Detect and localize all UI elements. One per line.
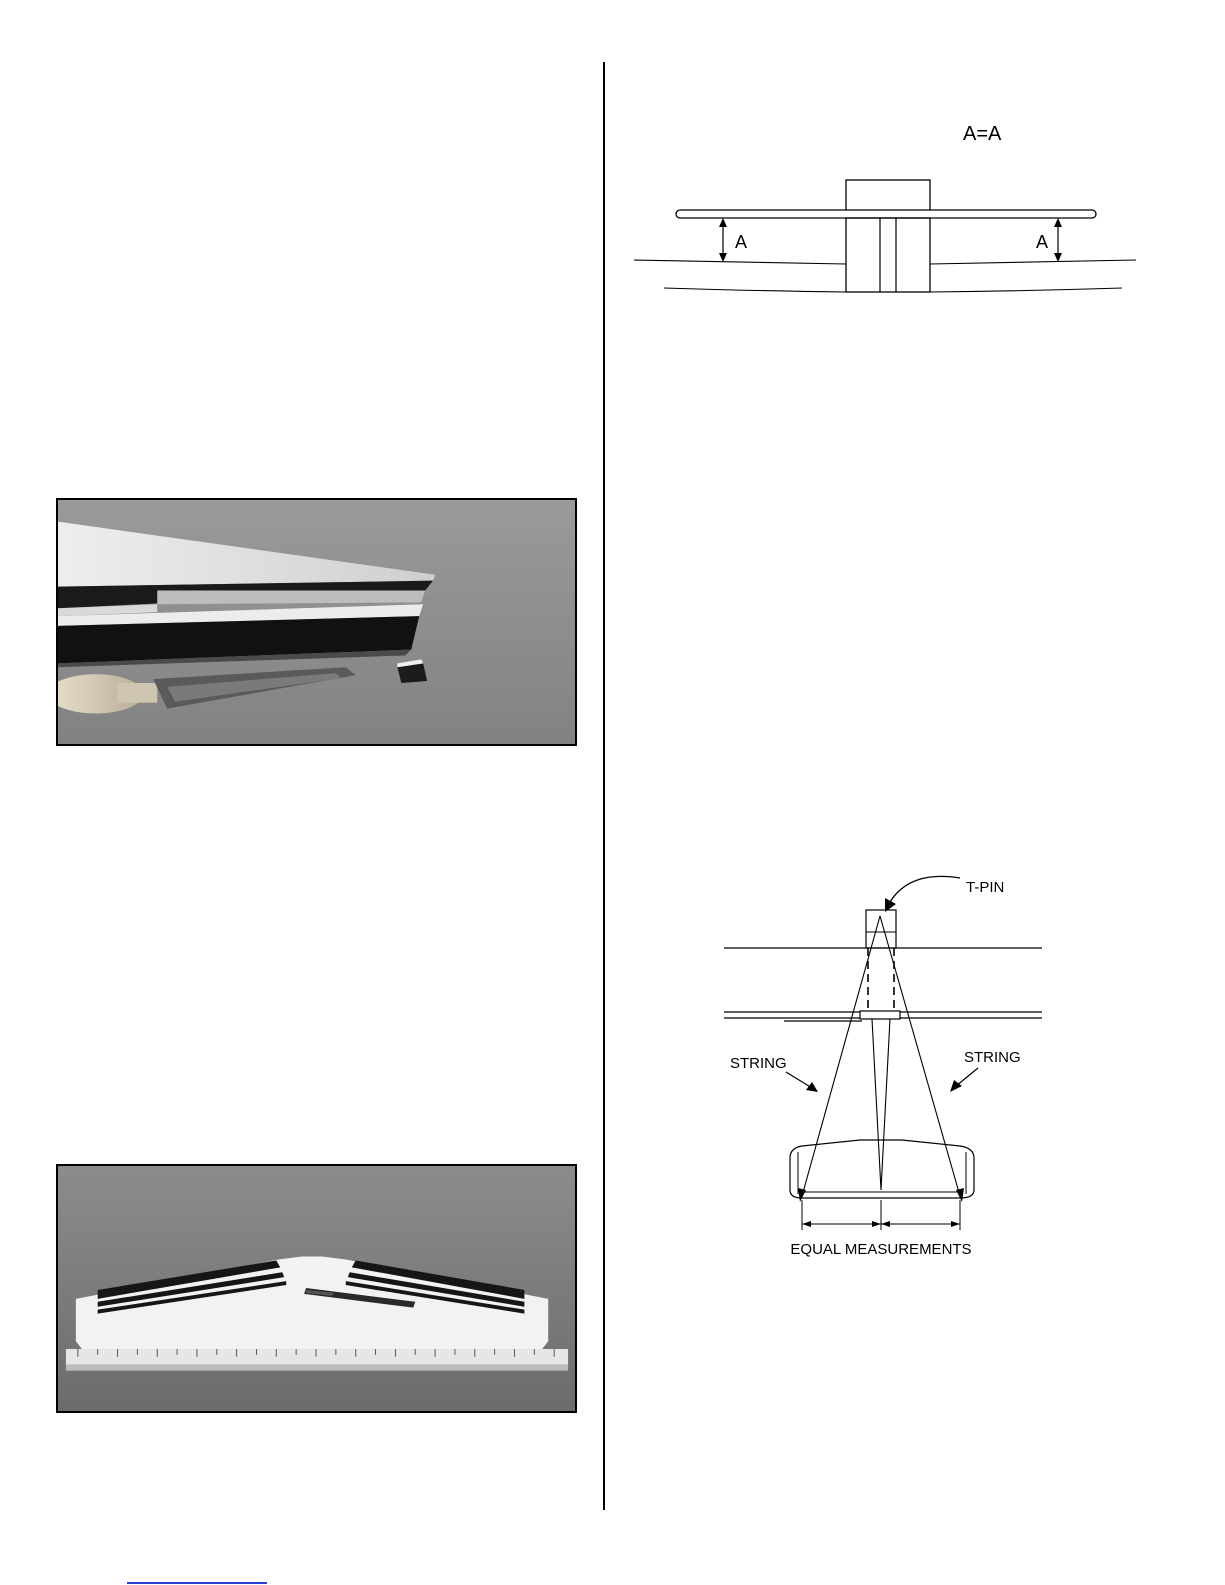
diagram-string-measurement: [720, 860, 1050, 1260]
stabilizer: [676, 210, 1096, 218]
tpin-label: T-PIN: [966, 879, 1005, 896]
wing-bottom-right: [930, 288, 1122, 292]
wing-top-left: [634, 260, 846, 264]
photo-wing-hinge: [56, 498, 577, 746]
fuselage: [846, 218, 930, 292]
footer-link-underline: [127, 1582, 267, 1584]
dimension-label-right: A: [1036, 232, 1049, 252]
string-label-right: STRING: [964, 1049, 1021, 1066]
tpin-pointer: [890, 876, 960, 902]
diagram-stab-alignment: [630, 110, 1150, 310]
wing-bottom-left: [664, 288, 846, 292]
column-divider: [603, 62, 605, 1510]
wing-top-right: [930, 260, 1136, 264]
tpin-block: [866, 910, 896, 948]
photo-stabilizer: [56, 1164, 577, 1413]
dimension-label-left: A: [735, 232, 748, 252]
string-left: [802, 916, 880, 1196]
dimension-arrow-right: [1054, 218, 1062, 262]
string-label-left: STRING: [730, 1055, 787, 1072]
equal-measurements-caption: EQUAL MEASUREMENTS: [790, 1241, 972, 1258]
string-right: [880, 916, 960, 1196]
fin-top: [846, 180, 930, 214]
dimension-arrow-left: [719, 218, 727, 262]
measurement-dimensions: [802, 1200, 960, 1230]
diagram-title: A=A: [963, 123, 1002, 145]
